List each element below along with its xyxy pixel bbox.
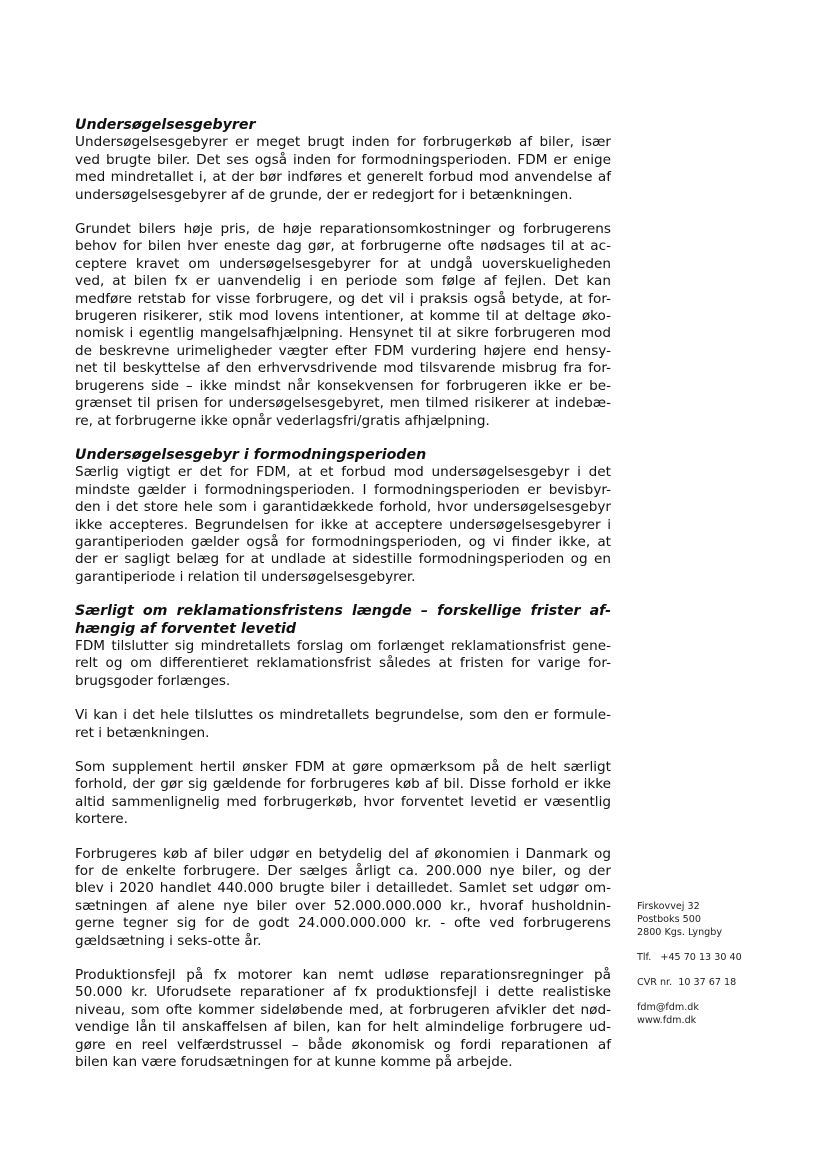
paragraph: Undersøgelsesgebyrer er meget brugt inden for forbrugerkøb af biler, især ved brugte biler. Det ses også inden for formodningsperioden. FDM er enige med mindretallet i, at der bør indføres et generelt forbud mod anvendelse af undersøgelsesgebyrer af de grunde, der er redegjort for i betænkningen. [75,134,611,203]
sender-info [637,900,807,1027]
section-heading: Undersøgelsesgebyr i formodningsperioden [75,446,427,463]
address-line: 2800 Kgs. Lyngby [637,927,723,938]
section-heading: Særligt om reklamationsfristens længde – forskellige frister af- hængig af forventet levetid [75,603,611,637]
section-heading: Undersøgelsesgebyrer [75,117,256,133]
letter-body [75,117,611,1072]
paragraph: Grundet bilers høje pris, de høje reparationsomkostninger og forbrugerens behov for bilen hver eneste dag gør, at forbrugerne ofte nødsages til at ac- ceptere kravet om undersøgelsesgebyrer for at undgå uoverskueligheden ved, at bilen fx er uanvendelig i en periode som følge af fejlen. Det kan medføre retstab for visse forbrugere, og det vil i praksis også betyde, at for- brugeren risikerer, stik mod lovens intentioner, at komme til at deltage øko- nomisk i egentlig mangelsafhjælpning. Hensynet til at sikre forbrugeren mod de beskrevne urimeligheder vægter efter FDM vurdering højere end hensy- net til beskyttelse af den erhvervsdrivende mod tilsvarende misbrug fra for- brugerens side – ikke mindst når konsekvensen for forbrugeren ikke er be- grænset til prisen for undersøgelsesgebyret, men tilmed risikerer at indebæ- re, at forbrugerne ikke opnår vederlagsfri/gratis afhjælpning. [75,221,611,429]
paragraph: Vi kan i det hele tilsluttes os mindretallets begrundelse, som den er formule- ret i betænkningen. [75,707,611,741]
address-line: Firskovvej 32 [637,901,700,912]
paragraph: Særlig vigtigt er det for FDM, at et forbud mod undersøgelsesgebyr i det mindste gælder i formodningsperioden. I formodningsperioden er bevisbyr- den i det store hele som i garantidækkede forhold, hvor undersøgelsesgebyr ikke accepteres. Begrundelsen for ikke at acceptere undersøgelsesgebyrer i garantiperioden gælder også for formodningsperioden, og vi finder ikke, at der er sagligt belæg for at undlade at sidestille formodningsperioden og en garantiperiode i relation til undersøgelsesgebyrer. [75,464,611,585]
email-address[interactable]: fdm@fdm.dk [637,1002,699,1013]
cvr-number: CVR nr. 10 37 67 18 [637,977,737,988]
paragraph: Som supplement hertil ønsker FDM at gøre opmærksom på de helt særligt forhold, der gør sig gældende for forbrugeres køb af bil. Disse forhold er ikke altid sammenlignelig med forbrugerkøb, hvor forventet levetid er væsentlig kortere. [75,759,611,828]
website-link[interactable]: www.fdm.dk [637,1015,697,1026]
address-line: Postboks 500 [637,914,701,925]
paragraph: FDM tilslutter sig mindretallets forslag om forlænget reklamationsfrist gene- relt og om differentieret reklamationsfrist således at fristen for varige for- brugsgoder forlænges. [75,637,611,689]
phone-number: Tlf. +45 70 13 30 40 [637,952,742,963]
paragraph: Forbrugeres køb af biler udgør en betydelig del af økonomien i Danmark og for de enkelte forbrugere. Der sælges årligt ca. 200.000 nye biler, og der blev i 2020 handlet 440.000 brugte biler i detailledet. Samlet set udgør om- sætningen af alene nye biler over 52.000.000.000 kr., hvoraf husholdnin- gerne tegner sig for de godt 24.000.000.000 kr. - ofte ved forbrugerens gældsætning i seks-otte år. [75,845,611,949]
paragraph: Produktionsfejl på fx motorer kan nemt udløse reparationsregninger på 50.000 kr. Uforudsete reparationer af fx produktionsfejl i dette realistiske niveau, som ofte kommer sideløbende med, at forbrugeren afvikler det nød- vendige lån til anskaffelsen af bilen, kan for helt almindelige forbrugere ud- gøre en reel velfærdstrussel – både økonomisk og fordi reparationen af bilen kan være forudsætningen for at kunne komme på arbejde. [75,967,611,1071]
